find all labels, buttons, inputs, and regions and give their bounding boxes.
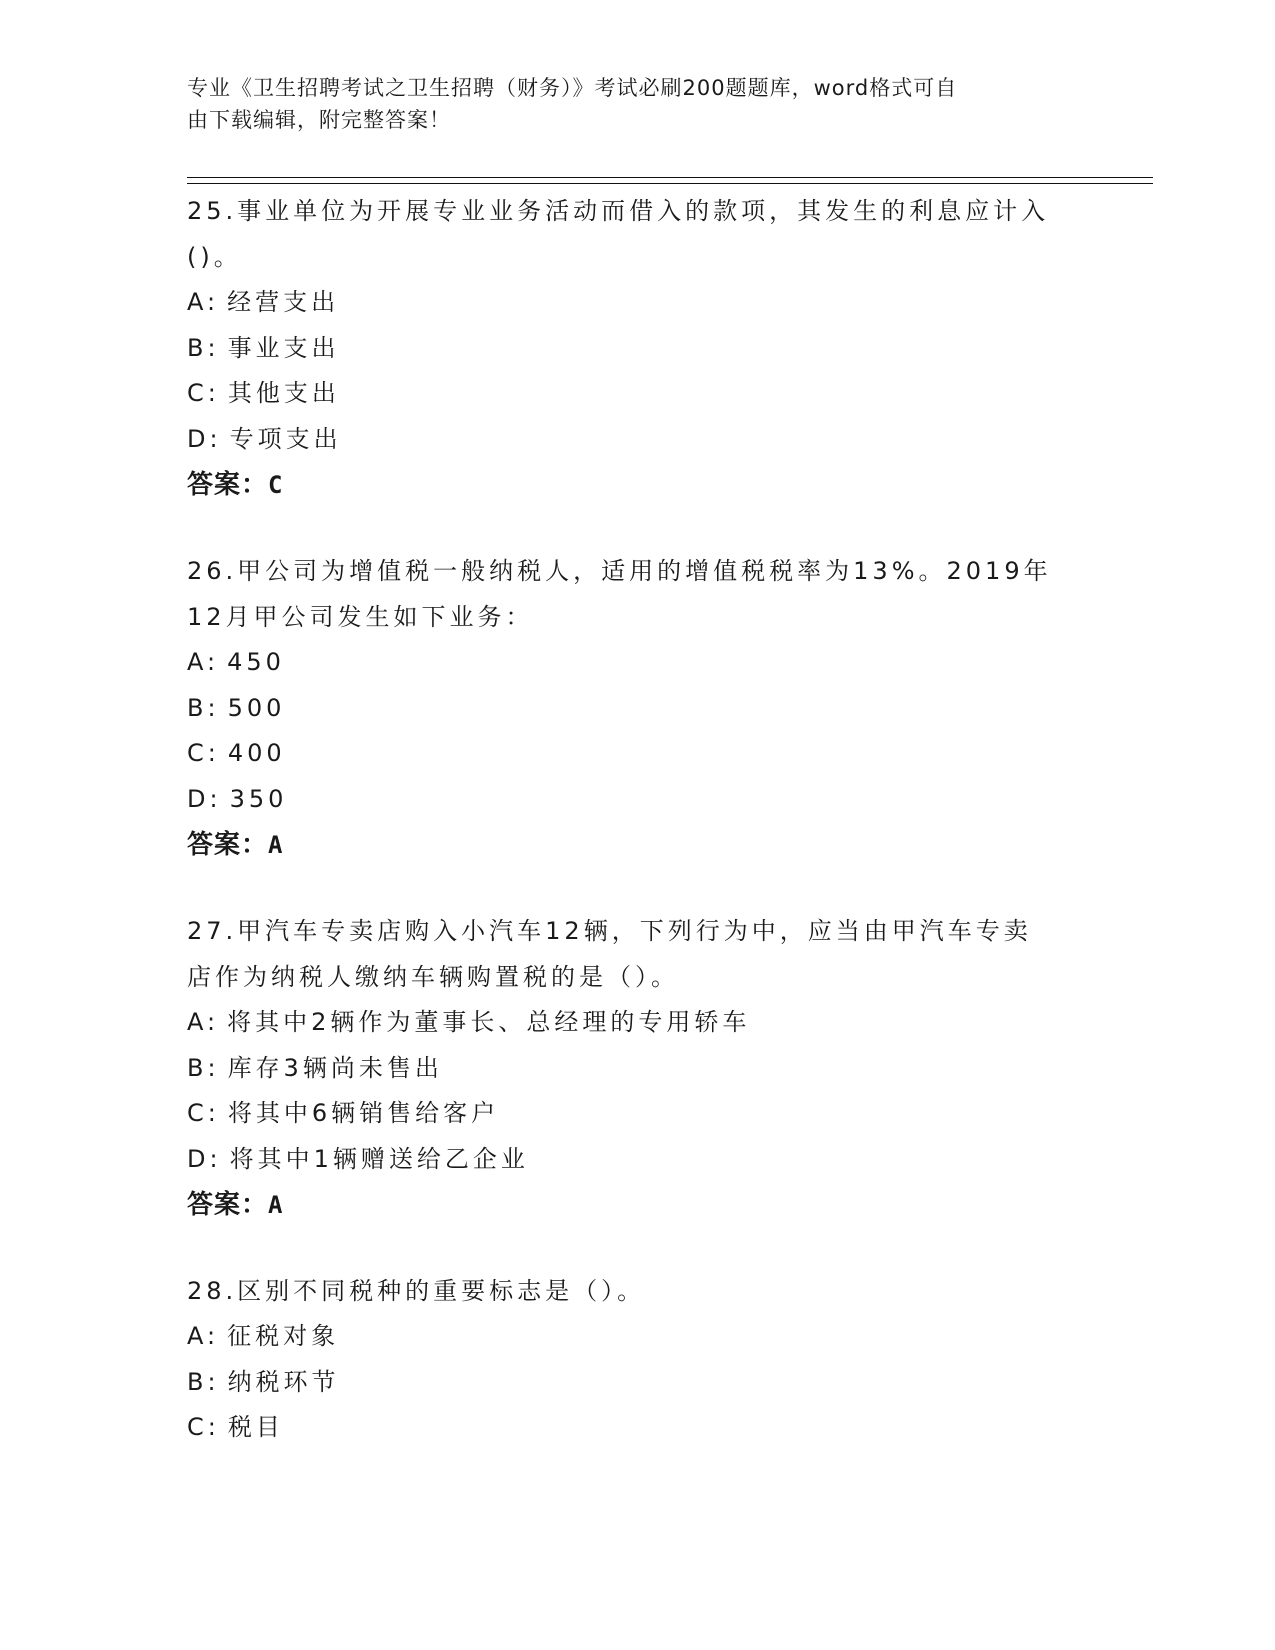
question-stem <box>187 1268 1087 1314</box>
option-separator: : <box>207 1322 220 1350</box>
option-separator: : <box>207 333 220 362</box>
question-stem-line-1: 28.区别不同税种的重要标志是（）。 <box>187 1277 646 1305</box>
question-stem-line-2: ()。 <box>187 243 242 271</box>
header-line-1: 专业《卫生招聘考试之卫生招聘（财务）》考试必刷200题题库，word格式可自 <box>187 76 958 100</box>
option-a <box>187 640 1087 686</box>
option-key: B <box>187 1053 208 1082</box>
header-divider-bottom <box>187 183 1153 184</box>
question-25 <box>187 188 1087 508</box>
answer-value: A <box>268 831 284 859</box>
option-text: 350 <box>229 784 288 813</box>
option-text: 征税对象 <box>227 1322 340 1350</box>
document-header <box>187 72 1067 136</box>
option-text: 将其中2辆作为董事长、总经理的专用轿车 <box>227 1008 751 1036</box>
option-text: 500 <box>227 693 286 722</box>
option-a <box>187 280 1087 326</box>
question-stem-line-2: 12月甲公司发生如下业务： <box>187 603 534 631</box>
question-stem <box>187 908 1087 1000</box>
option-separator: : <box>207 379 220 407</box>
option-text: 库存3辆尚未售出 <box>227 1053 443 1082</box>
option-key: C <box>187 379 208 407</box>
option-separator: : <box>207 648 220 676</box>
option-text: 将其中6辆销售给客户 <box>227 1099 500 1127</box>
option-separator: : <box>209 1144 222 1173</box>
option-list <box>187 280 1087 462</box>
question-28 <box>187 1268 1087 1451</box>
option-d <box>187 1137 1087 1183</box>
option-list <box>187 1314 1087 1451</box>
question-stem-line-2: 店作为纳税人缴纳车辆购置税的是（）。 <box>187 963 679 991</box>
option-separator: : <box>207 1053 220 1082</box>
option-separator: : <box>207 1367 220 1396</box>
option-b <box>187 686 1087 732</box>
option-text: 将其中1辆赠送给乙企业 <box>229 1144 529 1173</box>
option-c <box>187 1091 1087 1137</box>
question-stem <box>187 188 1087 280</box>
question-stem-line-1: 25.事业单位为开展专业业务活动而借入的款项，其发生的利息应计入 <box>187 197 1050 225</box>
option-separator: : <box>207 1008 220 1036</box>
option-separator: : <box>209 424 222 453</box>
option-text: 450 <box>227 648 285 676</box>
header-divider-top <box>187 177 1153 178</box>
option-separator: : <box>207 693 220 722</box>
answer-value: C <box>268 471 284 499</box>
option-separator: : <box>207 1099 220 1127</box>
option-b <box>187 1360 1087 1406</box>
option-d <box>187 777 1087 823</box>
answer-line <box>187 462 1087 508</box>
option-key: A <box>187 1322 207 1350</box>
option-text: 专项支出 <box>229 424 342 453</box>
option-text: 纳税环节 <box>227 1367 340 1396</box>
answer-line <box>187 1182 1087 1228</box>
answer-label: 答案： <box>187 830 269 860</box>
question-stem-line-1: 26.甲公司为增值税一般纳税人，适用的增值税税率为13%。2019年 <box>187 557 1052 585</box>
question-26 <box>187 548 1087 868</box>
answer-label: 答案： <box>187 1190 269 1220</box>
option-b <box>187 326 1087 372</box>
option-a <box>187 1314 1087 1360</box>
option-text: 400 <box>227 739 286 767</box>
option-key: D <box>187 784 210 813</box>
option-key: C <box>187 739 208 767</box>
option-key: B <box>187 1367 208 1396</box>
option-key: A <box>187 1008 207 1036</box>
option-list <box>187 640 1087 822</box>
option-a <box>187 1000 1087 1046</box>
option-separator: : <box>207 288 220 316</box>
question-27 <box>187 908 1087 1228</box>
question-stem <box>187 548 1087 640</box>
option-list <box>187 1000 1087 1182</box>
option-key: C <box>187 1413 208 1441</box>
option-c <box>187 731 1087 777</box>
option-key: B <box>187 333 208 362</box>
question-list <box>187 188 1087 1491</box>
option-separator: : <box>209 784 222 813</box>
answer-line <box>187 822 1087 868</box>
option-text: 事业支出 <box>227 333 340 362</box>
option-key: C <box>187 1099 208 1127</box>
header-line-2: 由下载编辑，附完整答案！ <box>187 108 451 132</box>
option-key: D <box>187 424 210 453</box>
answer-value: A <box>268 1191 284 1219</box>
option-key: A <box>187 288 207 316</box>
answer-label: 答案： <box>187 470 269 500</box>
option-separator: : <box>207 739 220 767</box>
option-b <box>187 1046 1087 1092</box>
option-d <box>187 417 1087 463</box>
option-key: B <box>187 693 208 722</box>
option-c <box>187 1405 1087 1451</box>
option-c <box>187 371 1087 417</box>
option-text: 经营支出 <box>227 288 340 316</box>
option-key: A <box>187 648 207 676</box>
option-text: 税目 <box>227 1413 284 1441</box>
question-stem-line-1: 27.甲汽车专卖店购入小汽车12辆，下列行为中，应当由甲汽车专卖 <box>187 917 1032 945</box>
option-separator: : <box>207 1413 220 1441</box>
option-text: 其他支出 <box>227 379 340 407</box>
option-key: D <box>187 1144 210 1173</box>
